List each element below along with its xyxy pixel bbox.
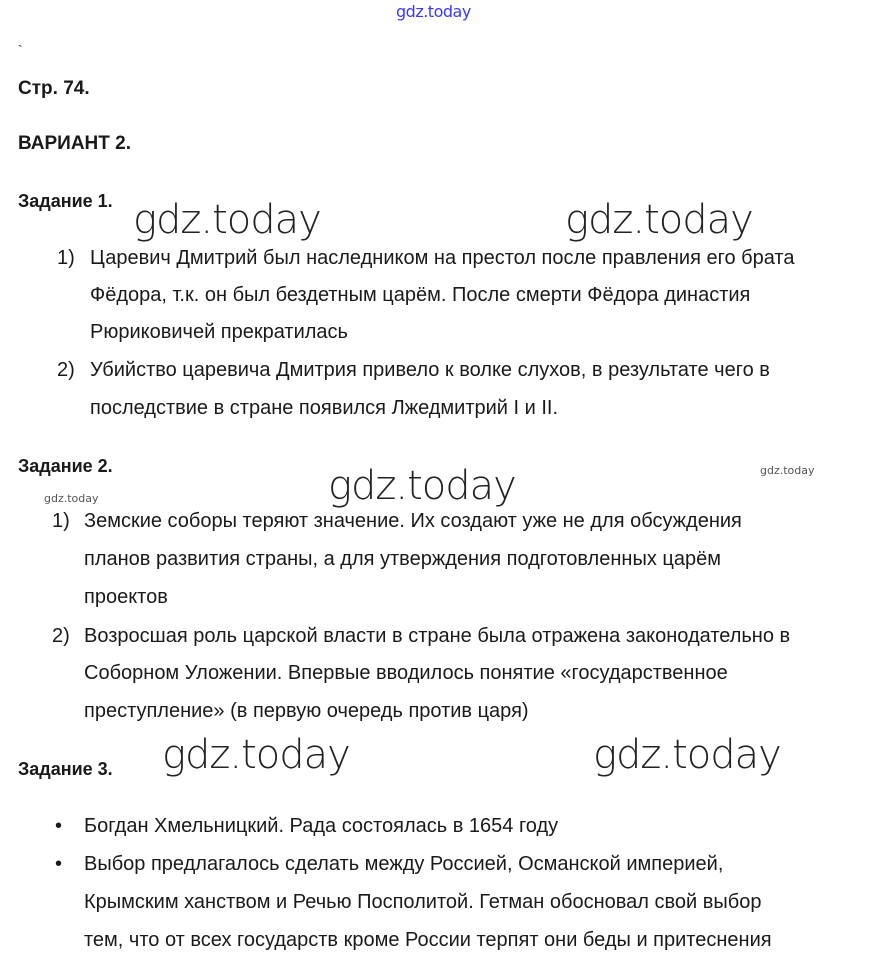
list-item-line: последствие в стране появился Лжедмитрий I и II. (90, 397, 559, 419)
page-reference: Стр. 74. (18, 78, 90, 99)
list-item-line: Выбор предлагалось сделать между Россией, Османской империей, (84, 853, 724, 875)
list-item-line: тем, что от всех государств кроме России терпят они беды и притеснения (84, 929, 772, 951)
list-item-line: Убийство царевича Дмитрия привело к волке слухов, в результате чего в (90, 359, 770, 381)
bullet: • (55, 815, 63, 837)
list-item-line: Земские соборы теряют значение. Их создают уже не для обсуждения (84, 510, 742, 532)
list-marker: 2) (52, 625, 70, 647)
list-item-line: Крымским ханством и Речью Посполитой. Гетман обосновал свой выбор (84, 891, 762, 913)
task-1-heading: Задание 1. (18, 191, 113, 211)
watermark: gdz.today (133, 197, 321, 243)
list-item-line: Фёдора, т.к. он был бездетным царём. После смерти Фёдора династия (90, 284, 751, 306)
list-item-line: проектов (84, 586, 168, 608)
watermark-small: gdz.today (760, 464, 815, 477)
watermark-top: gdz.today (396, 2, 471, 21)
task-3-heading: Задание 3. (18, 759, 113, 779)
list-item-line: планов развития страны, а для утверждения подготовленных царём (84, 548, 721, 570)
variant-heading: ВАРИАНТ 2. (18, 133, 131, 154)
list-item-line: Соборном Уложении. Впервые вводилось понятие «государственное (84, 662, 728, 684)
list-marker: 1) (57, 247, 75, 269)
watermark: gdz.today (565, 197, 753, 243)
list-marker: 2) (57, 359, 75, 381)
task-2-heading: Задание 2. (18, 456, 113, 476)
list-item-line: Возросшая роль царской власти в стране была отражена законодательно в (84, 625, 791, 647)
watermark-small: gdz.today (44, 492, 99, 505)
stray-mark: ` (18, 42, 23, 58)
list-marker: 1) (52, 510, 70, 532)
list-item-line: Богдан Хмельницкий. Рада состоялась в 1654 году (84, 815, 559, 837)
list-item-line: Рюриковичей прекратилась (90, 321, 348, 343)
watermark: gdz.today (593, 732, 781, 778)
watermark: gdz.today (162, 732, 350, 778)
list-item-line: Царевич Дмитрий был наследником на престол после правления его брата (90, 247, 795, 269)
bullet: • (55, 853, 63, 875)
watermark: gdz.today (328, 463, 516, 509)
list-item-line: преступление» (в первую очередь против царя) (84, 700, 529, 722)
